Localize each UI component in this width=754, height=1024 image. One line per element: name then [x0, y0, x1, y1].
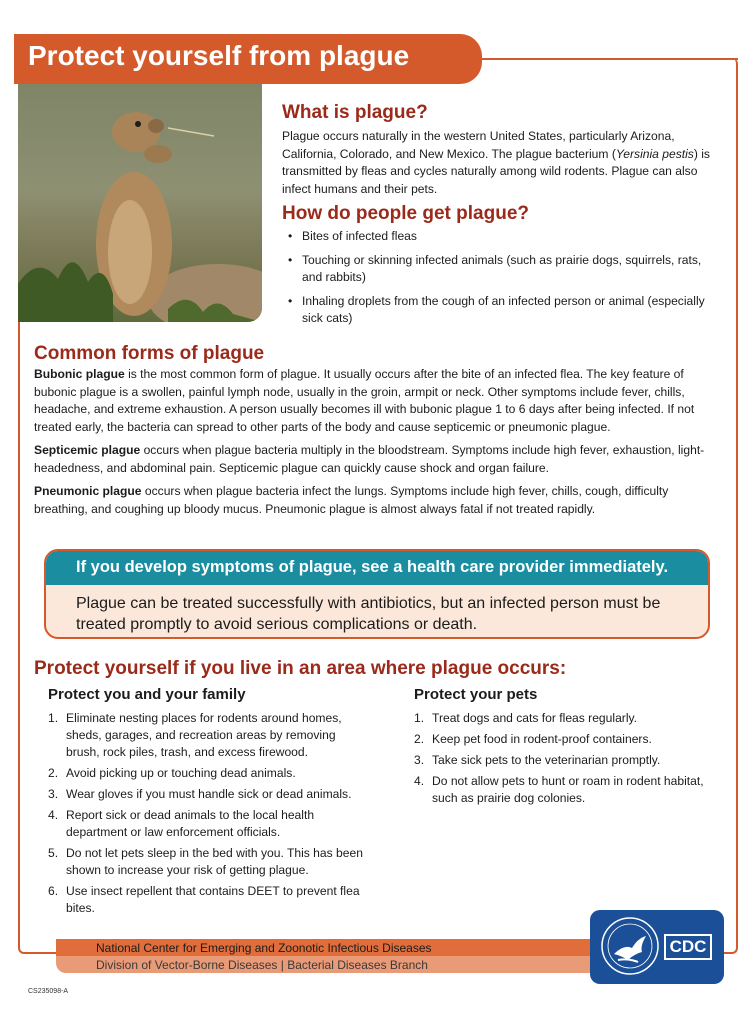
list-item: • Inhaling droplets from the cough of an infected person or animal (especially sick cats) [288, 293, 718, 328]
list-item: 2. Keep pet food in rodent-proof containers. [414, 732, 652, 746]
family-steps-list [48, 710, 368, 921]
list-item: 5. Do not let pets sleep in the bed with you. This has been shown to increase your risk of getting plague. [48, 846, 363, 877]
list-item: 3. Wear gloves if you must handle sick or dead animals. [48, 787, 352, 801]
list-item: 1. Eliminate nesting places for rodents around homes, sheds, garages, and recreation areas by removing brush, rock piles, trash, and excess firewood. [48, 711, 342, 759]
pets-steps-list [414, 710, 714, 811]
common-forms-heading: Common forms of plague [34, 343, 265, 364]
list-item: 6. Use insect repellent that contains DEET to prevent flea bites. [48, 884, 360, 915]
cdc-logo-block [590, 910, 724, 984]
how-people-get-plague-heading: How do people get plague? [282, 203, 529, 224]
family-column-heading: Protect you and your family [48, 686, 246, 703]
common-forms-text [34, 366, 714, 524]
list-item: 2. Avoid picking up or touching dead animals. [48, 766, 296, 780]
alert-body: Plague can be treated successfully with antibiotics, but an infected person must be treated promptly to avoid serious complications or death. [76, 595, 661, 633]
list-item: • Touching or skinning infected animals (such as prairie dogs, squirrels, rats, and rabbits) [288, 252, 718, 287]
what-is-plague-heading: What is plague? [282, 102, 428, 123]
list-item: 3. Take sick pets to the veterinarian promptly. [414, 753, 661, 767]
hhs-eagle-seal-icon [598, 914, 662, 978]
list-item: 4. Report sick or dead animals to the local health department or law enforcement officials. [48, 808, 315, 839]
pets-column-heading: Protect your pets [414, 686, 538, 703]
alert-heading: If you develop symptoms of plague, see a health care provider immediately. [46, 551, 708, 585]
septicemic-paragraph: Septicemic plague occurs when plague bacteria multiply in the bloodstream. Symptoms include high fever, exhaustion, light-headedness, and abdominal pain. Septicemic plague can quickly cause shock and organ failure. [34, 443, 705, 475]
prairie-dog-photo [18, 84, 262, 322]
cdc-logo-text: CDC [664, 934, 712, 960]
transmission-list [288, 228, 718, 334]
list-item: 1. Treat dogs and cats for fleas regularly. [414, 711, 638, 725]
protect-yourself-heading: Protect yourself if you live in an area where plague occurs: [34, 658, 567, 679]
document-code: CS235098-A [28, 988, 69, 995]
page-border-top-line [470, 58, 738, 60]
footer-center-name: National Center for Emerging and Zoonotic Infectious Diseases [96, 941, 432, 955]
bubonic-paragraph: Bubonic plague is the most common form of plague. It usually occurs after the bite of an infected flea. The key feature of bubonic plague is a swollen, painful lymph node, usually in the groin, armpit or neck. Other symptoms include fever, chills, headache, and extreme exhaustion. A person usually becomes ill with bubonic plague 1 to 6 days after being infected. If not treated early, the bacteria can spread to other parts of the body and cause septicemic or pneumonic plague. [34, 367, 695, 434]
list-item: 4. Do not allow pets to hunt or roam in rodent habitat, such as prairie dog colonies. [414, 774, 704, 805]
prairie-dog-illustration [18, 84, 262, 322]
what-is-plague-text: Plague occurs naturally in the western United States, particularly Arizona, California, Colorado, and New Mexico. The plague bacterium (Yersinia pestis) is transmitted by fleas and cycles naturally among wild rodents. Plague can also infect humans and their pets. [282, 129, 710, 196]
footer-division-name: Division of Vector-Borne Diseases | Bacterial Diseases Branch [96, 958, 428, 972]
title-banner [14, 34, 482, 84]
pneumonic-paragraph: Pneumonic plague occurs when plague bacteria infect the lungs. Symptoms include high fever, chills, cough, difficulty breathing, and coughing up bloody mucus. Pneumonic plague is almost always fatal if not treated rapidly. [34, 484, 669, 516]
page-title: Protect yourself from plague [28, 40, 410, 71]
list-item: • Bites of infected fleas [288, 228, 718, 246]
symptoms-alert-box [44, 549, 710, 639]
